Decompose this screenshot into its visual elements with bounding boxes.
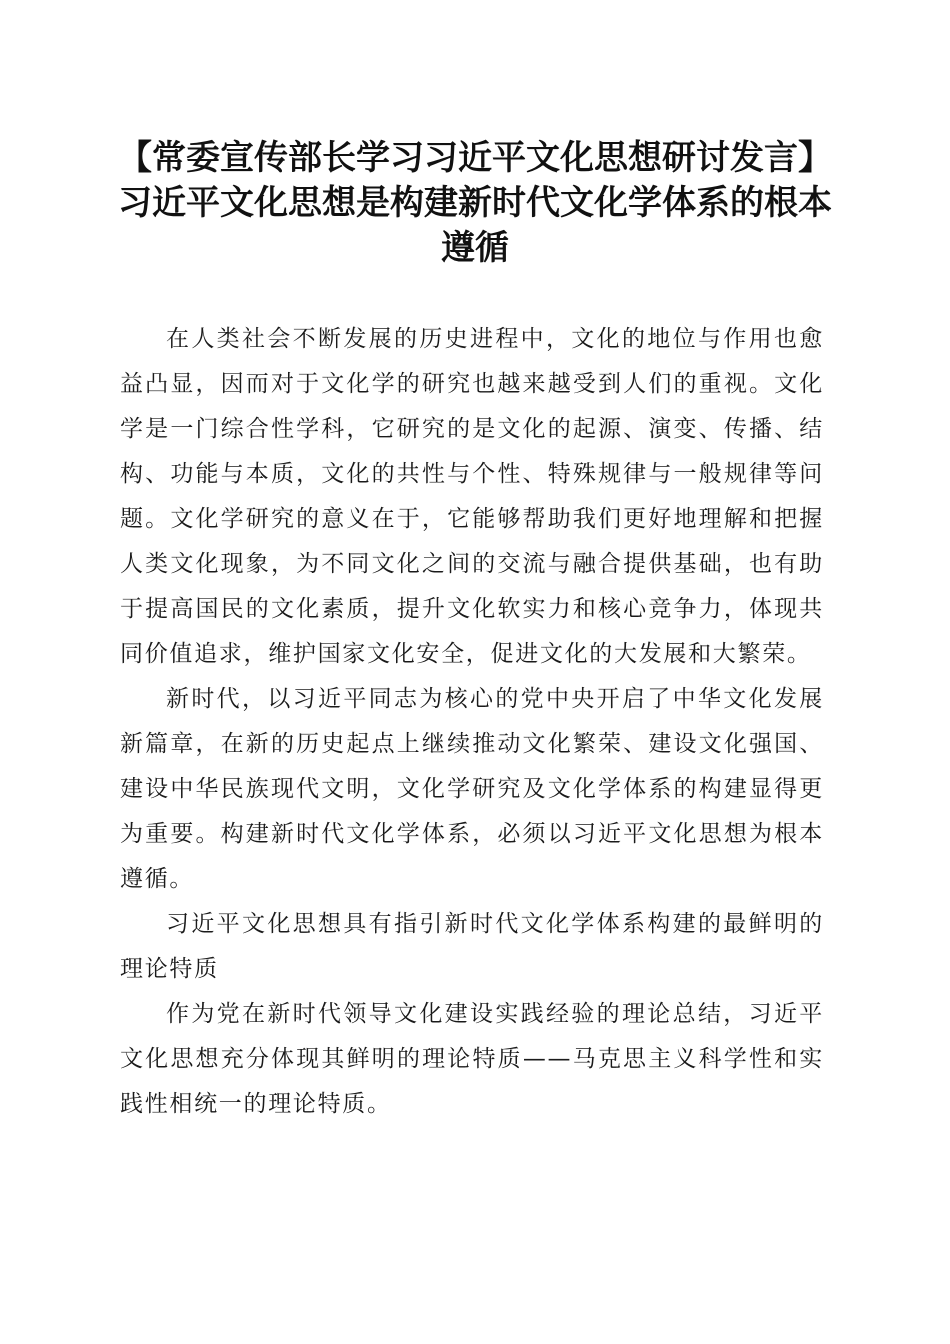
paragraph-1: 在人类社会不断发展的历史进程中，文化的地位与作用也愈益凸显，因而对于文化学的研究也越来越受到人们的重视。文化学是一门综合性学科，它研究的是文化的起源、演变、传播、结构、功能与本质，文化的共性与个性、特殊规律与一般规律等问题。文化学研究的意义在于，它能够帮助我们更好地理解和把握人类文化现象，为不同文化之间的交流与融合提供基础，也有助于提高国民的文化素质，提升文化软实力和核心竞争力，体现共同价值追求，维护国家文化安全，促进文化的大发展和大繁荣。 [120, 326, 824, 667]
paragraph-3-subheading: 习近平文化思想具有指引新时代文化学体系构建的最鲜明的理论特质 [120, 911, 824, 982]
paragraph-4: 作为党在新时代领导文化建设实践经验的理论总结，习近平文化思想充分体现其鲜明的理论特质——马克思主义科学性和实践性相统一的理论特质。 [120, 1001, 824, 1117]
document-title: 【常委宣传部长学习习近平文化思想研讨发言】习近平文化思想是构建新时代文化学体系的根本遵循 [118, 138, 832, 268]
document-body [120, 317, 824, 1127]
paragraph-2: 新时代，以习近平同志为核心的党中央开启了中华文化发展新篇章，在新的历史起点上继续推动文化繁荣、建设文化强国、建设中华民族现代文明，文化学研究及文化学体系的构建显得更为重要。构建新时代文化学体系，必须以习近平文化思想为根本遵循。 [120, 686, 824, 892]
